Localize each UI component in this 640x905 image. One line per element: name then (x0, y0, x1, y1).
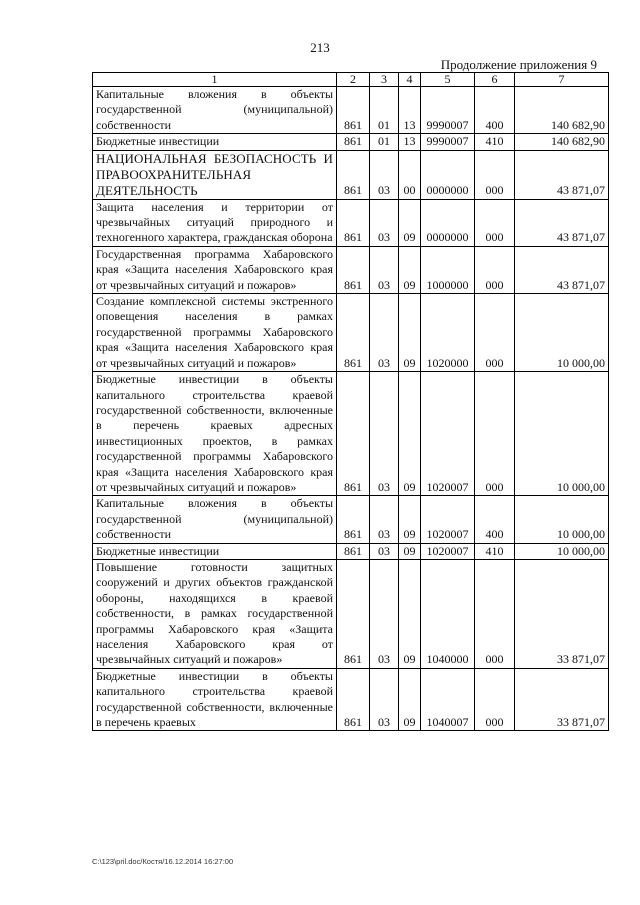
row-target-code: 1040000 (421, 559, 475, 668)
row-section: 03 (370, 496, 399, 543)
row-target-code: 9990007 (421, 134, 475, 150)
row-name: Повышение готовности защитных сооружений и других объектов гражданской обороны, находящихся в краевой собственности, в рамках государственной программы Хабаровского края «Защита населения Хабаровского края от чрезвычайных ситуаций и пожаров» (93, 559, 337, 668)
row-subsection: 09 (399, 559, 421, 668)
row-amount: 10 000,00 (515, 496, 609, 543)
row-expense-type: 000 (475, 372, 515, 496)
table-row (93, 496, 609, 543)
row-expense-type: 000 (475, 294, 515, 372)
row-subsection: 09 (399, 199, 421, 246)
row-section: 03 (370, 559, 399, 668)
header-col-4: 4 (399, 73, 421, 87)
row-section: 01 (370, 87, 399, 134)
row-subsection: 09 (399, 668, 421, 731)
row-target-code: 1020000 (421, 294, 475, 372)
row-expense-type: 000 (475, 668, 515, 731)
header-col-6: 6 (475, 73, 515, 87)
row-section: 01 (370, 134, 399, 150)
row-admin-code: 861 (337, 496, 370, 543)
row-target-code: 9990007 (421, 87, 475, 134)
row-subsection: 00 (399, 150, 421, 199)
continuation-label: Продолжение приложения 9 (440, 57, 597, 72)
table-row (93, 668, 609, 731)
row-expense-type: 400 (475, 87, 515, 134)
table-row (93, 372, 609, 496)
row-subsection: 09 (399, 496, 421, 543)
row-admin-code: 861 (337, 87, 370, 134)
row-expense-type: 400 (475, 496, 515, 543)
row-subsection: 09 (399, 543, 421, 559)
row-name: Бюджетные инвестиции в объекты капитального строительства краевой государственной собственности, включенные в перечень краевых (93, 668, 337, 731)
row-name: Капитальные вложения в объекты государственной (муниципальной) собственности (93, 87, 337, 134)
row-expense-type: 410 (475, 134, 515, 150)
row-amount: 140 682,90 (515, 87, 609, 134)
row-amount: 33 871,07 (515, 668, 609, 731)
row-target-code: 1020007 (421, 543, 475, 559)
row-subsection: 09 (399, 372, 421, 496)
table-row (93, 87, 609, 134)
row-amount: 10 000,00 (515, 372, 609, 496)
header-col-7: 7 (515, 73, 609, 87)
row-subsection: 09 (399, 294, 421, 372)
row-expense-type: 000 (475, 246, 515, 293)
row-name: Капитальные вложения в объекты государственной (муниципальной) собственности (93, 496, 337, 543)
row-name: Бюджетные инвестиции в объекты капитального строительства краевой государственной собственности, включенные в перечень краевых адресных инвестиционных проектов, в рамках государственной программы Хабаровского края «Защита населения Хабаровского края от чрезвычайных ситуаций и пожаров» (93, 372, 337, 496)
budget-table (92, 72, 609, 731)
row-amount: 10 000,00 (515, 294, 609, 372)
row-name: НАЦИОНАЛЬНАЯ БЕЗОПАСНОСТЬ И ПРАВООХРАНИТЕЛЬНАЯ ДЕЯТЕЛЬНОСТЬ (93, 150, 337, 199)
row-section: 03 (370, 372, 399, 496)
header-col-1: 1 (93, 73, 337, 87)
row-admin-code: 861 (337, 559, 370, 668)
row-admin-code: 861 (337, 134, 370, 150)
table-row (93, 246, 609, 293)
header-col-2: 2 (337, 73, 370, 87)
row-admin-code: 861 (337, 543, 370, 559)
row-amount: 33 871,07 (515, 559, 609, 668)
row-amount: 43 871,07 (515, 246, 609, 293)
row-section: 03 (370, 543, 399, 559)
table-row (93, 543, 609, 559)
row-admin-code: 861 (337, 372, 370, 496)
row-name: Создание комплексной системы экстренного оповещения населения в рамках государственной программы Хабаровского края «Защита населения Хабаровского края от чрезвычайных ситуаций и пожаров» (93, 294, 337, 372)
file-path-footer: C:\123\pril.doc/Костя/16.12.2014 16:27:00 (92, 857, 234, 866)
row-target-code: 1000000 (421, 246, 475, 293)
row-name: Государственная программа Хабаровского края «Защита населения Хабаровского края от чрезвычайных ситуаций и пожаров» (93, 246, 337, 293)
row-name: Бюджетные инвестиции (93, 134, 337, 150)
row-target-code: 0000000 (421, 150, 475, 199)
row-target-code: 1020007 (421, 496, 475, 543)
row-expense-type: 000 (475, 559, 515, 668)
row-admin-code: 861 (337, 246, 370, 293)
row-subsection: 09 (399, 246, 421, 293)
table-row (93, 150, 609, 199)
row-name: Защита населения и территории от чрезвычайных ситуаций природного и техногенного характера, гражданская оборона (93, 199, 337, 246)
row-section: 03 (370, 294, 399, 372)
page-number: 213 (310, 40, 330, 55)
table-row (93, 559, 609, 668)
table-header-row (93, 73, 609, 87)
row-amount: 43 871,07 (515, 150, 609, 199)
table-row (93, 134, 609, 150)
row-amount: 43 871,07 (515, 199, 609, 246)
row-admin-code: 861 (337, 294, 370, 372)
row-expense-type: 410 (475, 543, 515, 559)
row-section: 03 (370, 199, 399, 246)
table-row (93, 294, 609, 372)
row-section: 03 (370, 668, 399, 731)
row-expense-type: 000 (475, 150, 515, 199)
row-amount: 140 682,90 (515, 134, 609, 150)
row-section: 03 (370, 246, 399, 293)
row-target-code: 1040007 (421, 668, 475, 731)
row-target-code: 0000000 (421, 199, 475, 246)
table-row (93, 199, 609, 246)
row-admin-code: 861 (337, 150, 370, 199)
header-col-3: 3 (370, 73, 399, 87)
row-target-code: 1020007 (421, 372, 475, 496)
row-subsection: 13 (399, 134, 421, 150)
row-admin-code: 861 (337, 668, 370, 731)
row-amount: 10 000,00 (515, 543, 609, 559)
row-name: Бюджетные инвестиции (93, 543, 337, 559)
row-section: 03 (370, 150, 399, 199)
row-expense-type: 000 (475, 199, 515, 246)
row-admin-code: 861 (337, 199, 370, 246)
header-col-5: 5 (421, 73, 475, 87)
row-subsection: 13 (399, 87, 421, 134)
